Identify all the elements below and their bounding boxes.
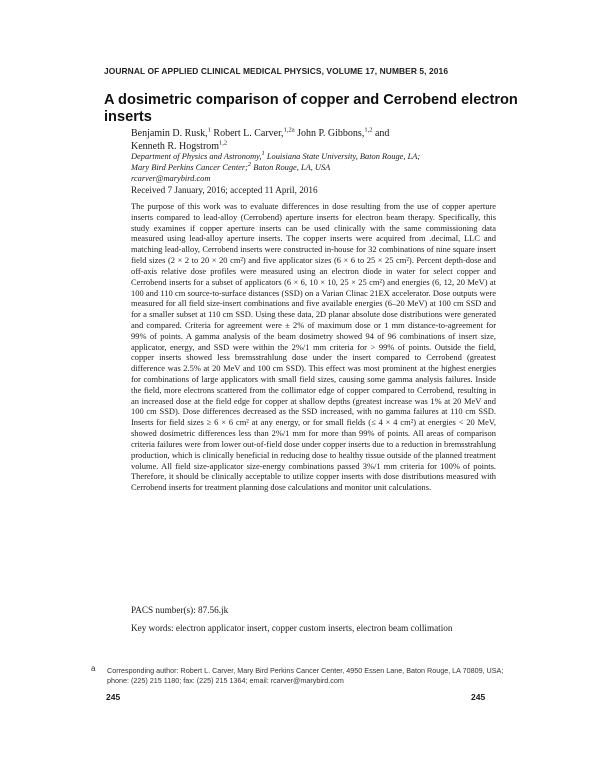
affiliation-1-mark: 1 [261,150,265,158]
affiliation-2: Mary Bird Perkins Cancer Center; [131,162,248,172]
page-number-left: 245 [106,692,121,702]
affiliation-2-cont: Baton Rouge, LA, USA [251,162,331,172]
article-title: A dosimetric comparison of copper and Cerrobend electron inserts [104,92,518,125]
corresponding-email[interactable]: rcarver@marybird.com [131,173,211,183]
received-dates: Received 7 January, 2016; accepted 11 April, 2016 [131,185,318,195]
author-rusk-affil: 1 [207,126,211,134]
author-hogstrom-affil: 1,2 [219,139,228,147]
author-carver-affil: 1,2a [283,126,295,134]
affiliation-2-mark: 2 [247,161,252,168]
footnote-mark: a [91,664,96,673]
abstract: The purpose of this work was to evaluate differences in dose resulting from the use of copper aperture inserts compared to lead-alloy (Cerrobend) aperture inserts for electron beam therapy. Specifically, this study examines if copper aperture inserts can be used clinically with the same commissioning data measured using lead-alloy aperture inserts. The copper inserts were acquired from .decimal, LLC and matching lead-alloy, Cerrobend inserts were constructed in-house for 32 combinations of nine square insert field sizes (2 × 2 to 20 × 20 cm²) and five applicator sizes (6 × 6 to 25 × 25 cm²). Percent depth-dose and off-axis relative dose profiles were measured using an electron diode in water for select copper and Cerrobend inserts for a subset of applicators (6 × 6, 10 × 10, 25 × 25 cm²) and energies (6, 12, 20 MeV) at 100 and 110 cm source-to-surface distances (SSD) on a Varian Clinac 21EX accelerator. Dose outputs were measured for all field size-insert combinations and five available energies (6–20 MeV) at 100 cm SSD and for a smaller subset at 110 cm SSD. Using these data, 2D planar absolute dose distributions were generated and compared. Criteria for agreement were ± 2% of maximum dose or 1 mm distance-to-agreement for 99% of points. A gamma analysis of the beam dosimetry showed 94 of 96 combinations of insert size, applicator, energy, and SSD were within the 2%/1 mm criteria for > 99% of points. Outside the field, copper inserts showed less bremsstrahlung dose under the insert compared to Cerrobend (greatest difference was 2.5% at 20 MeV and 100 cm SSD). This effect was most prominent at the highest energies for combinations of large applicators with small field sizes, causing some gamma analysis failures. Inside the field, more electrons scattered from the collimator edge of copper compared to Cerrobend, resulting in an increased dose at the field edge for copper at shallow depths (greatest increase was 1% at 20 MeV and 100 cm SSD). Dose differences decreased as the SSD increased, with no gamma failures at 110 cm SSD. Inserts for field sizes ≥ 6 × 6 cm² at any energy, or for small fields (≤ 4 × 4 cm²) at energies < 20 MeV, showed dosimetric differences less than 2%/1 mm for more than 99% of points. All areas of comparison criteria failures were from lower out-of-field dose under copper inserts due to a reduction in bremsstrahlung production, which is clinically beneficial in reducing dose to healthy tissue outside of the planned treatment volume. All field size-applicator size-energy combinations passed 3%/1 mm criteria for 100% of points. Therefore, it should be clinically acceptable to utilize copper inserts with dose distributions measured with Cerrobend inserts for treatment planning dose calculations and monitor unit calculations. [131,201,496,493]
affiliation-1: Department of Physics and Astronomy, [131,152,262,161]
author-gibbons-affil: 1,2 [364,126,373,134]
author-carver: Robert L. Carver, [210,128,284,139]
author-list [131,128,511,153]
affiliation-1-cont: Louisiana State University, Baton Rouge, LA; [264,152,421,161]
author-conjunction: and [372,128,390,139]
author-gibbons: John P. Gibbons, [294,128,365,139]
pacs-numbers: PACS number(s): 87.56.jk [131,605,229,615]
author-rusk: Benjamin D. Rusk, [131,128,208,139]
footnote [91,664,517,685]
affiliations [131,152,521,184]
footnote-text: Corresponding author: Robert L. Carver, Mary Bird Perkins Cancer Center, 4950 Essen Lane, Baton Rouge, LA 70809, USA; phone: (225) 215 1180; fax: (225) 215 1364; email: rcarver@marybird.com [107,666,504,685]
page-number-right: 245 [471,692,486,702]
journal-header: JOURNAL OF APPLIED CLINICAL MEDICAL PHYSICS, VOLUME 17, NUMBER 5, 2016 [104,66,449,76]
author-hogstrom: Kenneth R. Hogstrom [131,140,220,152]
keywords: Key words: electron applicator insert, copper custom inserts, electron beam collimation [131,623,453,633]
